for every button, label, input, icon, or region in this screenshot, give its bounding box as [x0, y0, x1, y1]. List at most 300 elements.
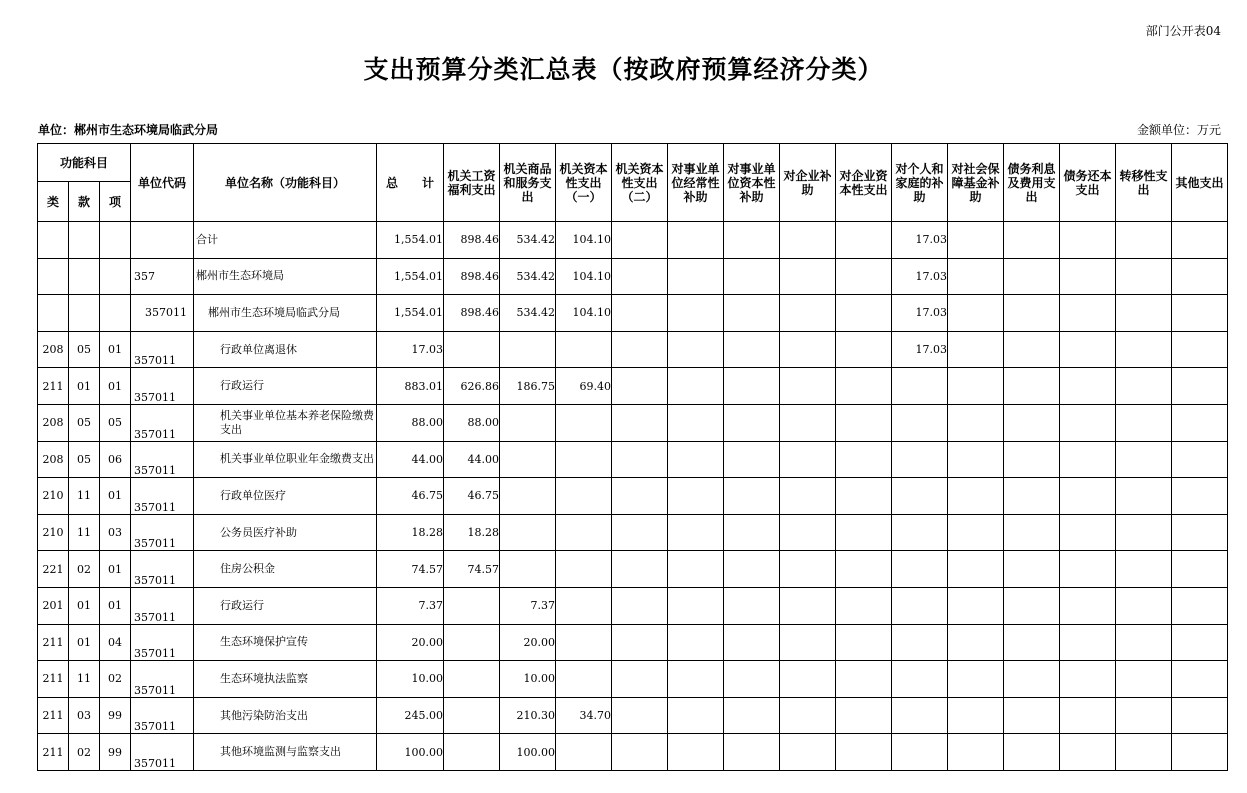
cell-debt-principal [1060, 587, 1116, 624]
cell-institution-regular-subsidy [668, 404, 724, 441]
cell-individual-subsidy [892, 441, 948, 478]
cell-goods-services: 534.42 [500, 258, 556, 295]
cell-xiang: 01 [100, 587, 131, 624]
cell-goods-services: 534.42 [500, 295, 556, 332]
cell-debt-interest [1004, 551, 1060, 588]
header-social-security-subsidy: 对社会保障基金补助 [948, 144, 1004, 222]
cell-unit-name: 机关事业单位基本养老保险缴费支出 [194, 404, 377, 441]
cell-total: 46.75 [377, 478, 444, 515]
cell-other [1172, 514, 1228, 551]
cell-individual-subsidy [892, 514, 948, 551]
cell-kuan: 11 [69, 661, 100, 698]
cell-unit-name: 生态环境保护宣传 [194, 624, 377, 661]
cell-social-security-subsidy [948, 368, 1004, 405]
header-institution-capital-subsidy: 对事业单位资本性补助 [724, 144, 780, 222]
table-row [38, 478, 1228, 515]
cell-other [1172, 624, 1228, 661]
cell-institution-capital-subsidy [724, 331, 780, 368]
cell-capital-1 [556, 734, 612, 771]
cell-kuan: 11 [69, 478, 100, 515]
cell-capital-1: 104.10 [556, 222, 612, 259]
cell-kuan: 02 [69, 551, 100, 588]
cell-wages [444, 587, 500, 624]
cell-kuan: 03 [69, 697, 100, 734]
cell-transfer [1116, 404, 1172, 441]
cell-enterprise-subsidy [780, 734, 836, 771]
cell-social-security-subsidy [948, 514, 1004, 551]
cell-xiang: 02 [100, 661, 131, 698]
cell-institution-capital-subsidy [724, 258, 780, 295]
cell-debt-interest [1004, 624, 1060, 661]
cell-goods-services: 210.30 [500, 697, 556, 734]
cell-social-security-subsidy [948, 587, 1004, 624]
cell-social-security-subsidy [948, 697, 1004, 734]
cell-lei: 221 [38, 551, 69, 588]
table-row [38, 587, 1228, 624]
cell-unit-name: 行政运行 [194, 368, 377, 405]
cell-enterprise-subsidy [780, 587, 836, 624]
cell-lei: 211 [38, 734, 69, 771]
cell-institution-regular-subsidy [668, 222, 724, 259]
cell-wages: 88.00 [444, 404, 500, 441]
cell-debt-principal [1060, 295, 1116, 332]
cell-xiang: 06 [100, 441, 131, 478]
cell-other [1172, 551, 1228, 588]
cell-debt-principal [1060, 624, 1116, 661]
cell-capital-2 [612, 295, 668, 332]
cell-institution-regular-subsidy [668, 331, 724, 368]
cell-wages [444, 661, 500, 698]
cell-total: 7.37 [377, 587, 444, 624]
table-row [38, 514, 1228, 551]
cell-debt-interest [1004, 734, 1060, 771]
cell-unit-code: 357011 [131, 368, 194, 405]
cell-unit-code: 357011 [131, 661, 194, 698]
cell-capital-1 [556, 331, 612, 368]
cell-lei: 211 [38, 661, 69, 698]
cell-institution-regular-subsidy [668, 295, 724, 332]
cell-capital-1: 34.70 [556, 697, 612, 734]
table-row [38, 661, 1228, 698]
cell-total: 44.00 [377, 441, 444, 478]
cell-individual-subsidy [892, 587, 948, 624]
cell-debt-interest [1004, 368, 1060, 405]
cell-enterprise-capital [836, 331, 892, 368]
cell-debt-principal [1060, 404, 1116, 441]
cell-kuan: 05 [69, 441, 100, 478]
cell-enterprise-capital [836, 514, 892, 551]
cell-enterprise-capital [836, 368, 892, 405]
cell-total: 100.00 [377, 734, 444, 771]
table-row [38, 258, 1228, 295]
cell-debt-principal [1060, 478, 1116, 515]
cell-capital-1: 104.10 [556, 258, 612, 295]
cell-capital-2 [612, 404, 668, 441]
cell-other [1172, 587, 1228, 624]
cell-transfer [1116, 331, 1172, 368]
cell-transfer [1116, 222, 1172, 259]
header-lei: 类 [38, 182, 69, 222]
cell-debt-principal [1060, 697, 1116, 734]
cell-institution-regular-subsidy [668, 514, 724, 551]
cell-social-security-subsidy [948, 661, 1004, 698]
cell-enterprise-subsidy [780, 222, 836, 259]
cell-transfer [1116, 661, 1172, 698]
cell-total: 20.00 [377, 624, 444, 661]
cell-institution-capital-subsidy [724, 734, 780, 771]
cell-xiang [100, 222, 131, 259]
cell-social-security-subsidy [948, 258, 1004, 295]
cell-wages: 44.00 [444, 441, 500, 478]
cell-enterprise-subsidy [780, 258, 836, 295]
cell-unit-code: 357011 [131, 404, 194, 441]
table-row [38, 441, 1228, 478]
cell-social-security-subsidy [948, 331, 1004, 368]
table-row [38, 295, 1228, 332]
cell-goods-services [500, 514, 556, 551]
cell-debt-interest [1004, 587, 1060, 624]
cell-unit-code: 357011 [131, 331, 194, 368]
cell-wages: 898.46 [444, 222, 500, 259]
cell-debt-interest [1004, 478, 1060, 515]
cell-unit-code [131, 222, 194, 259]
cell-institution-capital-subsidy [724, 587, 780, 624]
cell-debt-principal [1060, 551, 1116, 588]
cell-enterprise-subsidy [780, 404, 836, 441]
cell-unit-code: 357011 [131, 697, 194, 734]
cell-goods-services: 186.75 [500, 368, 556, 405]
cell-unit-name: 生态环境执法监察 [194, 661, 377, 698]
cell-transfer [1116, 258, 1172, 295]
cell-capital-2 [612, 258, 668, 295]
cell-capital-2 [612, 514, 668, 551]
table-row [38, 734, 1228, 771]
cell-kuan: 05 [69, 331, 100, 368]
cell-wages [444, 331, 500, 368]
table-row [38, 368, 1228, 405]
cell-institution-regular-subsidy [668, 368, 724, 405]
cell-transfer [1116, 441, 1172, 478]
cell-kuan: 11 [69, 514, 100, 551]
cell-unit-name: 其他污染防治支出 [194, 697, 377, 734]
cell-institution-regular-subsidy [668, 661, 724, 698]
cell-individual-subsidy [892, 551, 948, 588]
cell-enterprise-capital [836, 624, 892, 661]
cell-total: 10.00 [377, 661, 444, 698]
cell-individual-subsidy [892, 368, 948, 405]
cell-unit-code: 357011 [131, 587, 194, 624]
cell-enterprise-subsidy [780, 368, 836, 405]
cell-xiang [100, 295, 131, 332]
cell-enterprise-capital [836, 587, 892, 624]
cell-lei: 210 [38, 514, 69, 551]
cell-unit-code: 357011 [131, 478, 194, 515]
cell-unit-code: 357011 [131, 295, 194, 332]
cell-wages [444, 624, 500, 661]
header-goods-services: 机关商品和服务支出 [500, 144, 556, 222]
header-transfer: 转移性支出 [1116, 144, 1172, 222]
cell-capital-2 [612, 368, 668, 405]
cell-total: 1,554.01 [377, 222, 444, 259]
cell-transfer [1116, 514, 1172, 551]
cell-debt-interest [1004, 295, 1060, 332]
cell-institution-regular-subsidy [668, 551, 724, 588]
cell-capital-1 [556, 551, 612, 588]
cell-wages: 626.86 [444, 368, 500, 405]
header-enterprise-capital: 对企业资本性支出 [836, 144, 892, 222]
cell-lei [38, 295, 69, 332]
header-xiang: 项 [100, 182, 131, 222]
reporting-unit: 单位：郴州市生态环境局临武分局 [38, 123, 219, 137]
cell-xiang: 05 [100, 404, 131, 441]
cell-individual-subsidy [892, 478, 948, 515]
cell-transfer [1116, 368, 1172, 405]
cell-lei: 208 [38, 331, 69, 368]
cell-debt-principal [1060, 368, 1116, 405]
table-row [38, 404, 1228, 441]
cell-total: 1,554.01 [377, 258, 444, 295]
cell-xiang: 99 [100, 734, 131, 771]
cell-enterprise-capital [836, 551, 892, 588]
cell-individual-subsidy [892, 661, 948, 698]
cell-xiang: 01 [100, 331, 131, 368]
cell-enterprise-capital [836, 441, 892, 478]
cell-kuan: 02 [69, 734, 100, 771]
cell-kuan [69, 258, 100, 295]
cell-capital-2 [612, 331, 668, 368]
cell-debt-interest [1004, 661, 1060, 698]
cell-institution-capital-subsidy [724, 222, 780, 259]
cell-social-security-subsidy [948, 441, 1004, 478]
cell-unit-name: 郴州市生态环境局 [194, 258, 377, 295]
cell-goods-services [500, 441, 556, 478]
cell-social-security-subsidy [948, 222, 1004, 259]
cell-other [1172, 697, 1228, 734]
cell-other [1172, 258, 1228, 295]
cell-debt-principal [1060, 661, 1116, 698]
cell-lei: 211 [38, 624, 69, 661]
cell-social-security-subsidy [948, 551, 1004, 588]
cell-goods-services: 10.00 [500, 661, 556, 698]
cell-debt-principal [1060, 734, 1116, 771]
expenditure-table [37, 143, 1228, 771]
cell-xiang: 01 [100, 551, 131, 588]
cell-total: 883.01 [377, 368, 444, 405]
cell-lei [38, 258, 69, 295]
cell-enterprise-subsidy [780, 441, 836, 478]
cell-total: 88.00 [377, 404, 444, 441]
cell-other [1172, 478, 1228, 515]
cell-transfer [1116, 295, 1172, 332]
cell-unit-code: 357 [131, 258, 194, 295]
cell-social-security-subsidy [948, 478, 1004, 515]
cell-xiang [100, 258, 131, 295]
cell-institution-regular-subsidy [668, 697, 724, 734]
cell-enterprise-capital [836, 222, 892, 259]
cell-capital-1 [556, 587, 612, 624]
cell-unit-name: 行政单位医疗 [194, 478, 377, 515]
cell-individual-subsidy [892, 734, 948, 771]
cell-total: 17.03 [377, 331, 444, 368]
cell-lei: 210 [38, 478, 69, 515]
cell-institution-regular-subsidy [668, 734, 724, 771]
cell-capital-2 [612, 661, 668, 698]
cell-kuan [69, 295, 100, 332]
cell-debt-interest [1004, 258, 1060, 295]
cell-wages: 18.28 [444, 514, 500, 551]
cell-enterprise-subsidy [780, 551, 836, 588]
cell-debt-interest [1004, 514, 1060, 551]
cell-capital-2 [612, 734, 668, 771]
cell-other [1172, 441, 1228, 478]
cell-individual-subsidy: 17.03 [892, 331, 948, 368]
cell-kuan: 01 [69, 587, 100, 624]
cell-goods-services: 20.00 [500, 624, 556, 661]
cell-lei: 208 [38, 441, 69, 478]
page-title: 支出预算分类汇总表（按政府预算经济分类） [363, 55, 884, 84]
cell-total: 1,554.01 [377, 295, 444, 332]
cell-xiang: 01 [100, 478, 131, 515]
cell-individual-subsidy [892, 404, 948, 441]
cell-other [1172, 368, 1228, 405]
cell-transfer [1116, 624, 1172, 661]
cell-unit-code: 357011 [131, 624, 194, 661]
cell-other [1172, 222, 1228, 259]
cell-debt-principal [1060, 258, 1116, 295]
cell-goods-services [500, 551, 556, 588]
cell-institution-capital-subsidy [724, 404, 780, 441]
cell-unit-code: 357011 [131, 514, 194, 551]
cell-transfer [1116, 551, 1172, 588]
cell-enterprise-capital [836, 295, 892, 332]
cell-social-security-subsidy [948, 404, 1004, 441]
cell-capital-1: 104.10 [556, 295, 612, 332]
cell-capital-1 [556, 514, 612, 551]
cell-capital-2 [612, 624, 668, 661]
cell-transfer [1116, 697, 1172, 734]
cell-institution-capital-subsidy [724, 624, 780, 661]
cell-institution-capital-subsidy [724, 514, 780, 551]
cell-capital-2 [612, 587, 668, 624]
cell-other [1172, 331, 1228, 368]
cell-enterprise-subsidy [780, 661, 836, 698]
cell-institution-capital-subsidy [724, 441, 780, 478]
cell-kuan: 01 [69, 368, 100, 405]
cell-debt-interest [1004, 331, 1060, 368]
cell-unit-name: 机关事业单位职业年金缴费支出 [194, 441, 377, 478]
cell-xiang: 03 [100, 514, 131, 551]
cell-lei [38, 222, 69, 259]
cell-capital-1 [556, 404, 612, 441]
cell-goods-services: 534.42 [500, 222, 556, 259]
cell-unit-name: 住房公积金 [194, 551, 377, 588]
cell-total: 18.28 [377, 514, 444, 551]
cell-transfer [1116, 587, 1172, 624]
cell-transfer [1116, 478, 1172, 515]
cell-total: 245.00 [377, 697, 444, 734]
header-debt-interest: 债务利息及费用支出 [1004, 144, 1060, 222]
cell-social-security-subsidy [948, 734, 1004, 771]
cell-institution-capital-subsidy [724, 697, 780, 734]
header-individual-subsidy: 对个人和家庭的补助 [892, 144, 948, 222]
cell-wages: 898.46 [444, 295, 500, 332]
cell-individual-subsidy [892, 697, 948, 734]
cell-capital-2 [612, 441, 668, 478]
header-unit-name: 单位名称（功能科目） [194, 144, 377, 222]
cell-other [1172, 661, 1228, 698]
cell-social-security-subsidy [948, 295, 1004, 332]
cell-unit-name: 郴州市生态环境局临武分局 [194, 295, 377, 332]
cell-kuan: 01 [69, 624, 100, 661]
header-other: 其他支出 [1172, 144, 1228, 222]
header-kuan: 款 [69, 182, 100, 222]
table-row [38, 222, 1228, 259]
cell-lei: 201 [38, 587, 69, 624]
cell-unit-name: 公务员医疗补助 [194, 514, 377, 551]
cell-lei: 211 [38, 368, 69, 405]
header-func-subject: 功能科目 [38, 144, 131, 182]
cell-institution-regular-subsidy [668, 478, 724, 515]
cell-goods-services [500, 331, 556, 368]
header-capital-1: 机关资本性支出（一） [556, 144, 612, 222]
cell-goods-services [500, 404, 556, 441]
cell-institution-capital-subsidy [724, 551, 780, 588]
cell-enterprise-subsidy [780, 478, 836, 515]
cell-individual-subsidy: 17.03 [892, 295, 948, 332]
cell-institution-regular-subsidy [668, 441, 724, 478]
cell-capital-1 [556, 624, 612, 661]
cell-unit-code: 357011 [131, 441, 194, 478]
header-enterprise-subsidy: 对企业补助 [780, 144, 836, 222]
cell-wages [444, 697, 500, 734]
cell-capital-2 [612, 697, 668, 734]
table-row [38, 697, 1228, 734]
cell-debt-principal [1060, 514, 1116, 551]
cell-individual-subsidy [892, 624, 948, 661]
cell-institution-capital-subsidy [724, 368, 780, 405]
cell-institution-capital-subsidy [724, 295, 780, 332]
cell-capital-1 [556, 441, 612, 478]
cell-wages: 898.46 [444, 258, 500, 295]
cell-enterprise-subsidy [780, 624, 836, 661]
cell-enterprise-capital [836, 478, 892, 515]
cell-goods-services: 100.00 [500, 734, 556, 771]
cell-xiang: 01 [100, 368, 131, 405]
cell-enterprise-capital [836, 661, 892, 698]
cell-kuan [69, 222, 100, 259]
cell-enterprise-subsidy [780, 295, 836, 332]
cell-enterprise-subsidy [780, 697, 836, 734]
cell-capital-2 [612, 478, 668, 515]
cell-unit-name: 合计 [194, 222, 377, 259]
header-wages: 机关工资福利支出 [444, 144, 500, 222]
cell-goods-services: 7.37 [500, 587, 556, 624]
cell-enterprise-subsidy [780, 514, 836, 551]
cell-unit-name: 其他环境监测与监察支出 [194, 734, 377, 771]
table-row [38, 624, 1228, 661]
cell-wages: 74.57 [444, 551, 500, 588]
cell-other [1172, 404, 1228, 441]
table-row [38, 551, 1228, 588]
cell-debt-interest [1004, 222, 1060, 259]
cell-debt-interest [1004, 697, 1060, 734]
cell-xiang: 99 [100, 697, 131, 734]
cell-debt-interest [1004, 404, 1060, 441]
cell-capital-2 [612, 222, 668, 259]
cell-xiang: 04 [100, 624, 131, 661]
cell-enterprise-capital [836, 734, 892, 771]
cell-capital-1: 69.40 [556, 368, 612, 405]
